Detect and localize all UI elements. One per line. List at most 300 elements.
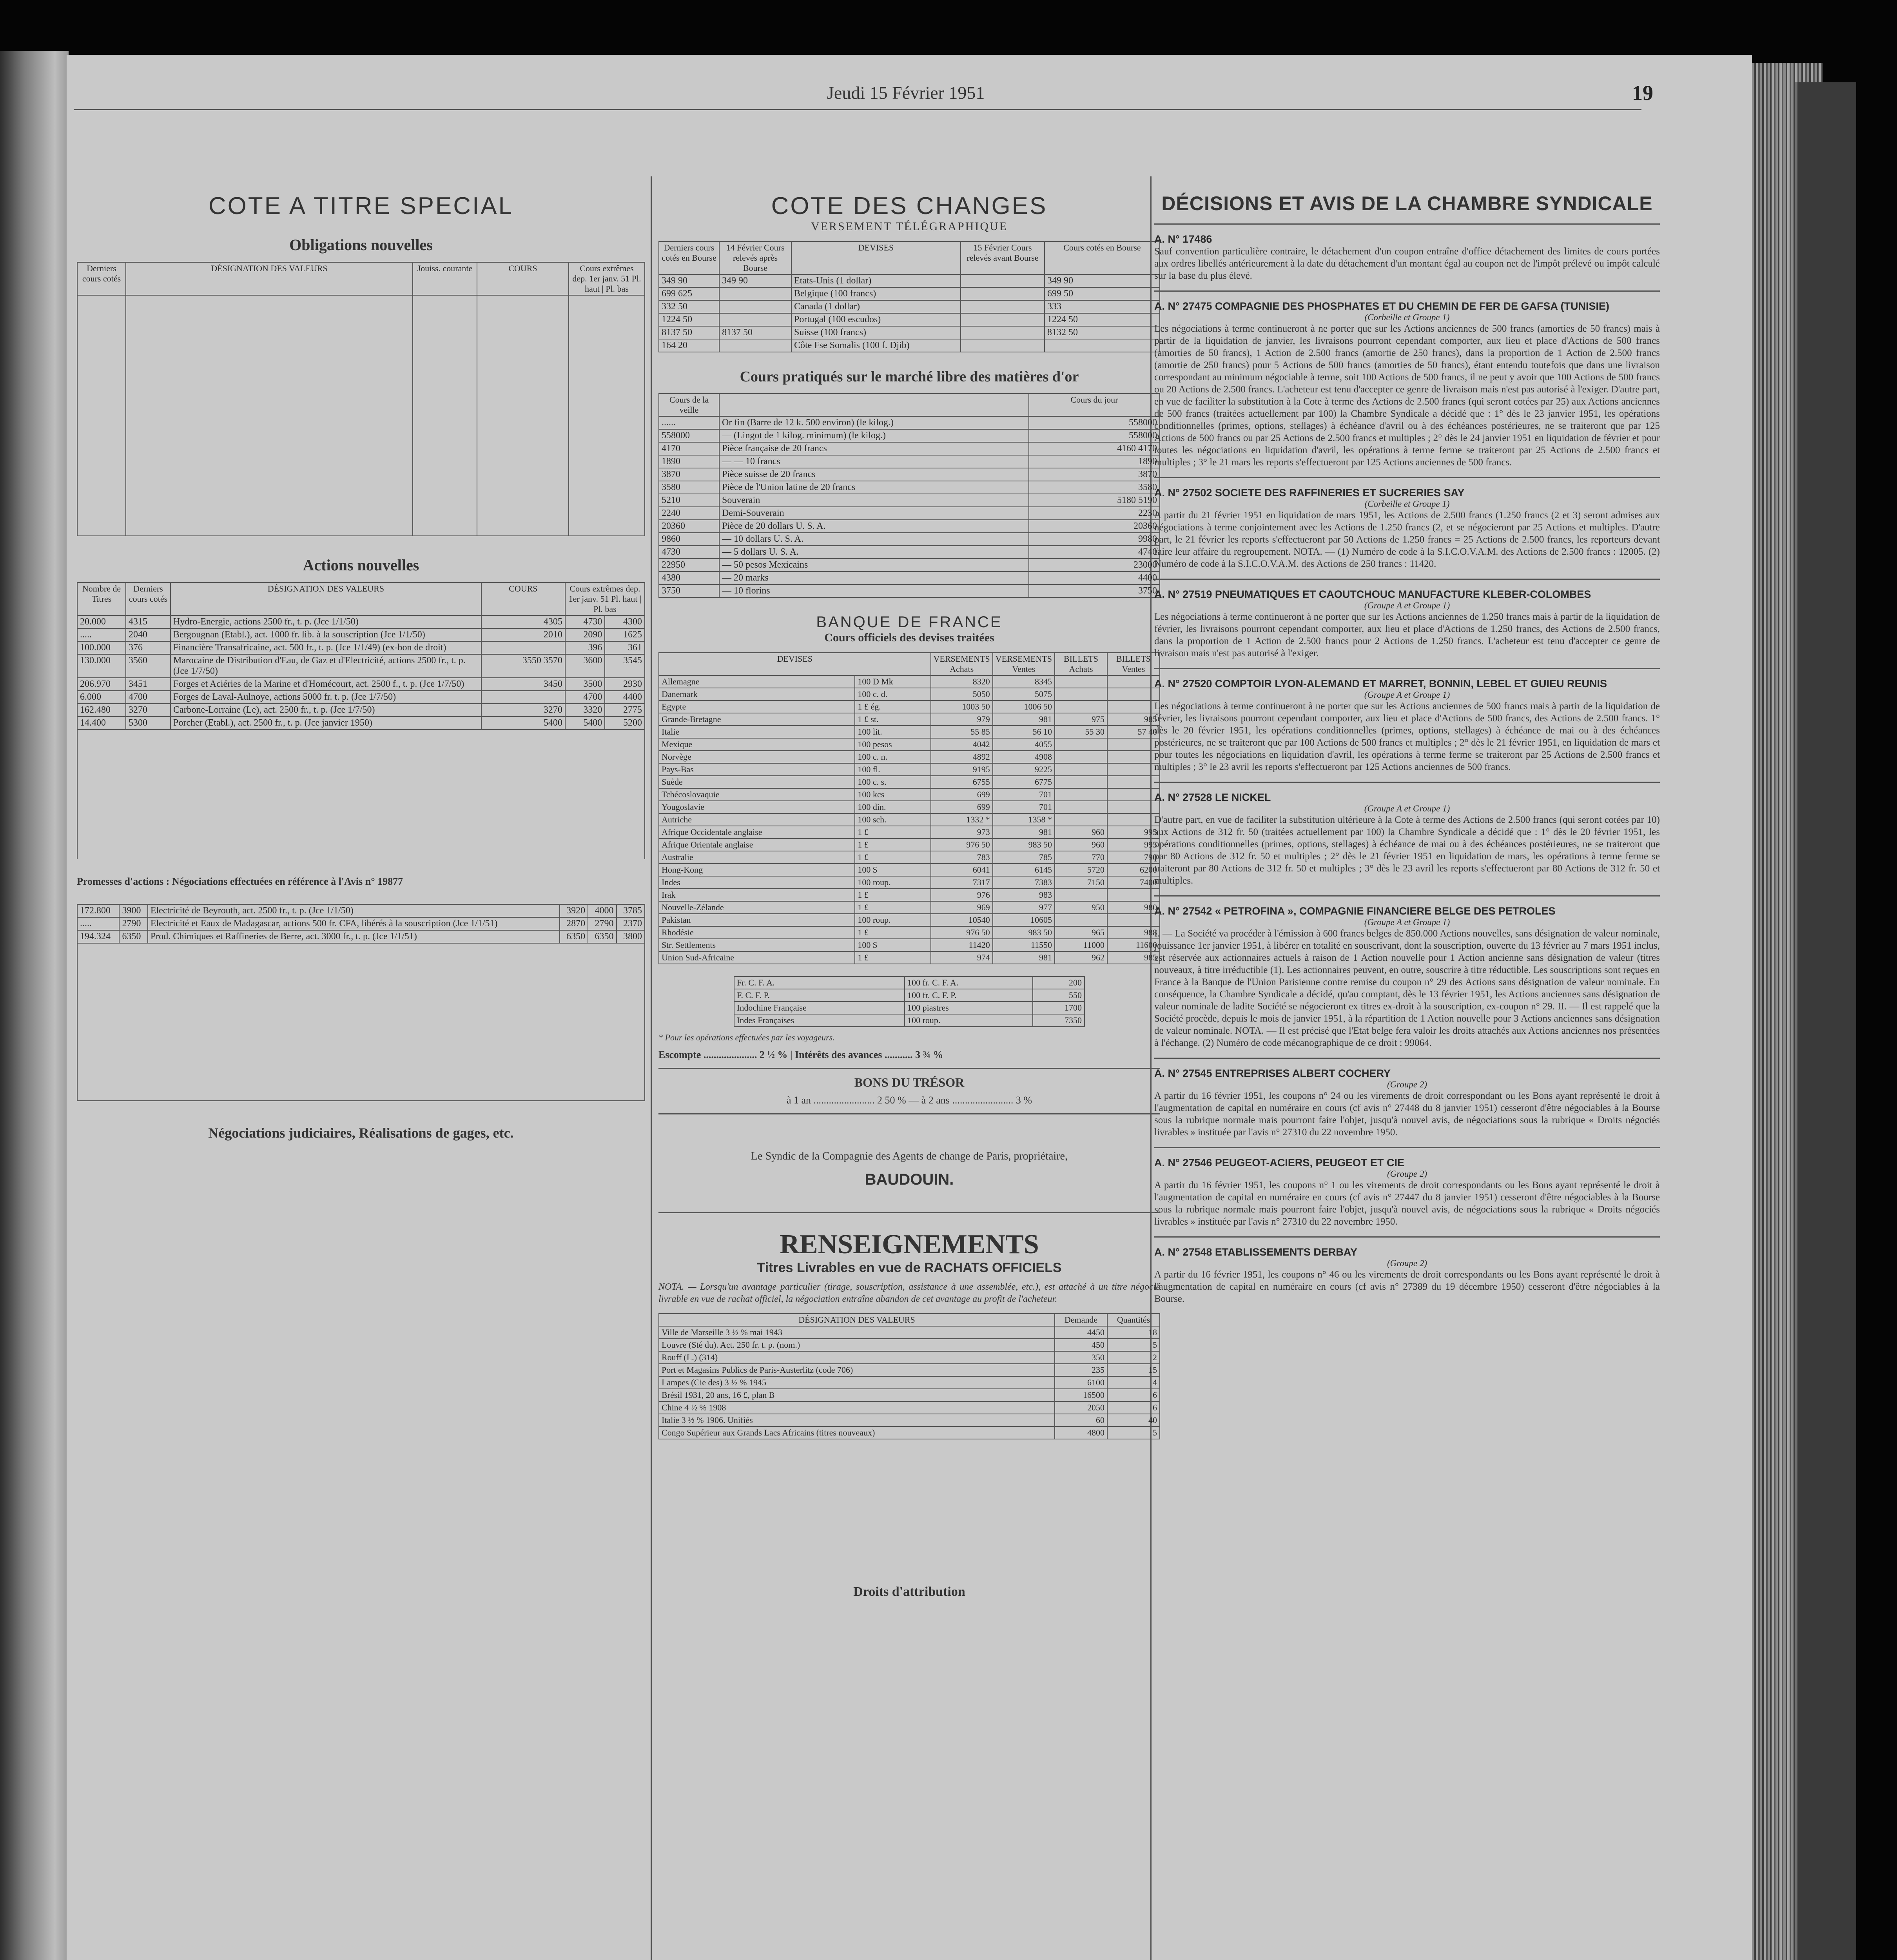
- table-cell: 983: [993, 889, 1055, 901]
- table-cell: 3920: [560, 904, 588, 917]
- actions-row: [77, 704, 645, 717]
- promesses-table-blank: [77, 944, 645, 1101]
- table-cell: 350: [1055, 1351, 1107, 1364]
- bdf-row: [659, 688, 1160, 701]
- table-cell: 164 20: [659, 339, 719, 352]
- table-cell: 558000: [1029, 416, 1160, 429]
- bdf-row: [659, 776, 1160, 788]
- table-cell: 18: [1107, 1326, 1160, 1339]
- table-cell: [961, 326, 1045, 339]
- table-cell: 1358 *: [993, 813, 1055, 826]
- or-title: Cours pratiqués sur le marché libre des matières d'or: [740, 368, 1079, 385]
- table-cell: 960: [1055, 838, 1107, 851]
- actions-row: [77, 615, 645, 628]
- table-cell: 3550 3570: [481, 654, 565, 678]
- table-cell: 4800: [1055, 1426, 1107, 1439]
- table-cell: 2040: [126, 628, 170, 641]
- table-cell: Brésil 1931, 20 ans, 16 £, plan B: [659, 1389, 1055, 1401]
- table-cell: .....: [77, 917, 119, 930]
- bdf-row: [659, 751, 1160, 763]
- avis-number: A. N° 27520: [1154, 678, 1212, 690]
- actions-table-blank: [77, 730, 645, 859]
- table-cell: 1 £: [855, 826, 930, 838]
- avis-text: Les négociations à terme continueront à ne porter que sur les Actions anciennes de 500 francs mais à partir de la liquidation de février, les livraisons pourront cependant comporter, aux lieu et place d'Actions de 500 francs, des Actions de 2.500 francs. 1° dès le 20 février 1951, les opérations conditionnelles (primes, options, stellages) à échéance de mai ou à des échéances postérieures, ne se traiteront que par 100 Actions de 500 francs et multiples ; 2° dès le 21 février 1951, en liquidation de mars et pour toutes les négociations en liquidation d'avril, les opérations à terme ferme se traiteront par 25 Actions de 2.500 francs et multiples ; 3° le 23 avril les reports s'effectueront par 125 Actions anciennes de 500 francs.: [1154, 701, 1660, 772]
- table-cell: 1 £: [855, 901, 930, 914]
- table-cell: 981: [993, 713, 1055, 726]
- table-cell: 20360: [659, 520, 719, 533]
- table-cell: 2090: [565, 628, 605, 641]
- promesses-title: Promesses d'actions : Négociations effectuées en référence à l'Avis n° 19877: [77, 876, 403, 887]
- obligations-table: [77, 262, 645, 536]
- bons-title: BONS DU TRÉSOR: [854, 1075, 965, 1089]
- renseignements-row: [659, 1326, 1160, 1339]
- renseignements-row: [659, 1426, 1160, 1439]
- avis-group: (Groupe A et Groupe 1): [1364, 601, 1450, 610]
- table-cell: 1890: [1029, 455, 1160, 468]
- table-cell: [481, 641, 565, 654]
- table-cell: 3600: [565, 654, 605, 678]
- table-cell: Canada (1 dollar): [791, 300, 961, 313]
- avis-header: [1154, 487, 1660, 499]
- table-cell: 5720: [1055, 864, 1107, 876]
- cfa-row: [734, 989, 1085, 1002]
- running-header-date: Jeudi 15 Février 1951: [827, 83, 985, 103]
- bdf-table: [658, 652, 1160, 964]
- actions-row: [77, 628, 645, 641]
- table-cell: — (Lingot de 1 kilog. minimum) (le kilog.): [719, 429, 1029, 442]
- or-row: [659, 584, 1160, 597]
- table-cell: 4700: [565, 691, 605, 704]
- table-cell: 100 kcs: [855, 788, 930, 801]
- bdf-row: [659, 939, 1160, 951]
- table-cell: 40: [1107, 1414, 1160, 1426]
- actions-row: [77, 641, 645, 654]
- table-cell: 4730: [565, 615, 605, 628]
- table-cell: Pièce suisse de 20 francs: [719, 468, 1029, 481]
- table-cell: [1055, 751, 1107, 763]
- table-cell: 100 pesos: [855, 738, 930, 751]
- table-cell: 4892: [931, 751, 993, 763]
- table-cell: 1 £: [855, 889, 930, 901]
- table-cell: 701: [993, 788, 1055, 801]
- avis-header: [1154, 1157, 1660, 1169]
- table-cell: 5180 5190: [1029, 494, 1160, 507]
- avis-company: COMPTOIR LYON-ALEMAND ET MARRET, BONNIN, LEBEL ET GUIEU REUNIS: [1215, 678, 1607, 690]
- table-cell: Suède: [659, 776, 855, 788]
- table-cell: 962: [1055, 951, 1107, 964]
- table-cell: 206.970: [77, 678, 126, 691]
- table-cell: 4908: [993, 751, 1055, 763]
- col-header: Cours extrêmes dep. 1er janv. 51 Pl. haut | Pl. bas: [565, 583, 645, 615]
- table-cell: — 10 florins: [719, 584, 1029, 597]
- table-cell: 981: [993, 826, 1055, 838]
- book-left-page-edge: [0, 51, 69, 1960]
- table-cell: Danemark: [659, 688, 855, 701]
- table-cell: Mexique: [659, 738, 855, 751]
- table-cell: 983 50: [993, 838, 1055, 851]
- table-cell: Hydro-Energie, actions 2500 fr., t. p. (Jce 1/1/50): [170, 615, 481, 628]
- table-cell: 8132 50: [1045, 326, 1160, 339]
- col-header: 14 Février Cours relevés après Bourse: [719, 241, 791, 274]
- table-cell: 3560: [126, 654, 170, 678]
- table-cell: 4380: [659, 572, 719, 584]
- table-cell: Côte Fse Somalis (100 f. Djib): [791, 339, 961, 352]
- renseignements-note: NOTA. — Lorsqu'un avantage particulier (tirage, souscription, assistance à une assemblée, etc.), est attaché à un titre négocié livrable en vue de rachat officiel, la négociation entraîne abandon de cet avantage au profit de l'acheteur.: [658, 1282, 1160, 1304]
- renseignements-row: [659, 1364, 1160, 1376]
- table-cell: 7350: [1033, 1014, 1085, 1027]
- table-cell: Lampes (Cie des) 3 ½ % 1945: [659, 1376, 1055, 1389]
- avis-group: (Groupe 2): [1387, 1258, 1427, 1268]
- changes-row: [659, 300, 1160, 313]
- table-cell: 5075: [993, 688, 1055, 701]
- table-cell: 100 c. d.: [855, 688, 930, 701]
- bdf-row: [659, 713, 1160, 726]
- table-cell: 6775: [993, 776, 1055, 788]
- table-cell: 6100: [1055, 1376, 1107, 1389]
- promesses-row: [77, 904, 645, 917]
- avis-list: [1154, 223, 1660, 1305]
- col-header: DÉSIGNATION DES VALEURS: [170, 583, 481, 615]
- avis-company: PEUGEOT-ACIERS, PEUGEOT ET CIE: [1215, 1157, 1404, 1169]
- table-cell: [961, 274, 1045, 287]
- or-row: [659, 455, 1160, 468]
- table-cell: [481, 691, 565, 704]
- table-cell: 349 90: [659, 274, 719, 287]
- bdf-subtitle: Cours officiels des devises traitées: [824, 631, 994, 644]
- table-cell: 100 roup.: [855, 876, 930, 889]
- table-cell: 3320: [565, 704, 605, 717]
- table-cell: 4160 4170: [1029, 442, 1160, 455]
- table-cell: [1055, 801, 1107, 813]
- table-cell: 2370: [617, 917, 645, 930]
- table-cell: 4400: [1029, 572, 1160, 584]
- changes-row: [659, 326, 1160, 339]
- table-cell: [1107, 776, 1160, 788]
- table-cell: 969: [931, 901, 993, 914]
- table-cell: [1107, 889, 1160, 901]
- promesses-table: [77, 904, 645, 944]
- table-cell: Pièce française de 20 francs: [719, 442, 1029, 455]
- avis-item: [1154, 668, 1660, 773]
- actions-row: [77, 678, 645, 691]
- table-cell: .....: [77, 628, 126, 641]
- avis-item: [1154, 290, 1660, 468]
- escompte-line: Escompte ..................... 2 ½ % | Intérêts des avances ........... 3 ¾ %: [658, 1049, 943, 1060]
- table-cell: 9980: [1029, 533, 1160, 546]
- avis-item: [1154, 223, 1660, 282]
- table-cell: 1 £ st.: [855, 713, 930, 726]
- table-cell: Str. Settlements: [659, 939, 855, 951]
- renseignements-row: [659, 1376, 1160, 1389]
- table-cell: Indes Françaises: [734, 1014, 905, 1027]
- table-cell: 2775: [605, 704, 645, 717]
- table-cell: 5300: [126, 717, 170, 730]
- table-cell: 6145: [993, 864, 1055, 876]
- renseignements-row: [659, 1401, 1160, 1414]
- table-cell: 1006 50: [993, 701, 1055, 713]
- table-cell: [1055, 701, 1107, 713]
- table-cell: 977: [993, 901, 1055, 914]
- table-cell: 995: [1107, 826, 1160, 838]
- changes-table: [658, 241, 1160, 352]
- table-cell: [1107, 801, 1160, 813]
- or-table: [658, 393, 1160, 598]
- table-cell: 376: [126, 641, 170, 654]
- table-cell: 11000: [1055, 939, 1107, 951]
- table-cell: Etats-Unis (1 dollar): [791, 274, 961, 287]
- avis-item: [1154, 579, 1660, 659]
- table-cell: 7383: [993, 876, 1055, 889]
- table-cell: Grande-Bretagne: [659, 713, 855, 726]
- table-cell: 4730: [659, 546, 719, 559]
- avis-company: SOCIETE DES RAFFINERIES ET SUCRERIES SAY: [1215, 487, 1465, 499]
- col-header: 15 Février Cours relevés avant Bourse: [961, 241, 1045, 274]
- table-cell: 100 din.: [855, 801, 930, 813]
- table-cell: 450: [1055, 1339, 1107, 1351]
- table-cell: 980: [1107, 901, 1160, 914]
- col-header: Cours du jour: [1029, 394, 1160, 416]
- table-cell: Australie: [659, 851, 855, 864]
- table-cell: [1055, 688, 1107, 701]
- or-row: [659, 494, 1160, 507]
- table-cell: Pièce de 20 dollars U. S. A.: [719, 520, 1029, 533]
- table-cell: Congo Supérieur aux Grands Lacs Africains (titres nouveaux): [659, 1426, 1055, 1439]
- table-cell: 976: [931, 889, 993, 901]
- table-cell: 983 50: [993, 926, 1055, 939]
- avis-item: [1154, 477, 1660, 570]
- table-cell: 965: [1055, 926, 1107, 939]
- avis-company: « PETROFINA », COMPAGNIE FINANCIERE BELGE DES PETROLES: [1215, 905, 1556, 917]
- or-row: [659, 507, 1160, 520]
- table-cell: 4700: [126, 691, 170, 704]
- syndic-line: Le Syndic de la Compagnie des Agents de change de Paris, propriétaire,: [751, 1150, 1068, 1162]
- syndic-name: BAUDOUIN.: [865, 1171, 954, 1188]
- table-cell: 235: [1055, 1364, 1107, 1376]
- table-cell: 1 £: [855, 951, 930, 964]
- bdf-row: [659, 951, 1160, 964]
- table-cell: 3545: [605, 654, 645, 678]
- table-cell: [1107, 675, 1160, 688]
- table-cell: 8137 50: [719, 326, 791, 339]
- table-cell: 3451: [126, 678, 170, 691]
- avis-group: (Groupe A et Groupe 1): [1364, 690, 1450, 700]
- avis-text: Les négociations à terme continueront à ne porter que sur les Actions anciennes de 1.250 francs mais à partir de la liquidation de février, les livraisons pourront cependant comporter, aux lieu et place d'Actions de 1.250 francs, des Actions de 2.500 francs, dans la proportion de 1 Action de 2.500 francs pour 2 Actions de 1.250 francs. L'acheteur est tenu d'accepter ce genre de livraison mais n'est pas autorisé à l'exiger.: [1154, 612, 1660, 659]
- col-header: Cours cotés en Bourse: [1045, 241, 1160, 274]
- voyageurs-note: * Pour les opérations effectuées par les voyageurs.: [658, 1033, 835, 1042]
- avis-number: A. N° 27519: [1154, 588, 1212, 600]
- table-cell: 699: [931, 788, 993, 801]
- avis-item: [1154, 1058, 1660, 1138]
- table-cell: Rhodésie: [659, 926, 855, 939]
- col-header: DÉSIGNATION DES VALEURS: [659, 1314, 1055, 1326]
- avis-text: I. — La Société va procéder à l'émission à 600 francs belges de 850.000 Actions nouvelles, sans désignation de valeur nominale, jouissance 1er janvier 1951, à libérer en totalité en souscrivant, dont la souscription, ouverte du 13 février au 7 mars 1951 inclus, est réservée aux actionnaires actuels à raison de 1 Action nouvelle pour 1 Action ancienne sans désignation de valeur (titres nouveaux, à titre irréductible (1). Les actionnaires peuvent, en outre, souscrire à titre réductible. Les souscriptions sont reçues en France à la Banque de l'Union Parisienne contre remise du coupon n° 29 des Actions sans désignation de valeur nominale. En conséquence, la Chambre Syndicale a décidé, qu'au comptant, dès le 13 février 1951, les Actions anciennes sans désignation de valeur nominale de ladite Société se négocieront ex titres ex-droit à la souscription, ex-coupon n° 29. II. — Il est rappelé que la Société procède, depuis le mois de janvier 1951, à la répartition de 1 Action nouvelle pour 3 Actions anciennes sans désignation de valeur nominale. NOTA. — Il est précisé que l'Etat belge fera valoir les droits attachés aux Actions anciennes nos présentées à l'échange. (2) Numéro de code mécanographique de ce droit : 99064.: [1154, 928, 1660, 1048]
- cfa-row: [734, 1014, 1085, 1027]
- table-cell: 9225: [993, 763, 1055, 776]
- avis-company: ETABLISSEMENTS DERBAY: [1215, 1246, 1357, 1258]
- column-divider-1: [651, 176, 652, 1960]
- cote-changes-subtitle: VERSEMENT TÉLÉGRAPHIQUE: [811, 220, 1008, 233]
- avis-text: A partir du 16 février 1951, les coupons n° 24 ou les virements de droit correspondant ou les Bons ayant représenté le droit à l'augmentation de capital en numéraire en cours (cf avis n° 27448 du 8 janvier 1951) cesseront d'être négociables à la Bourse sous la rubrique normale mais pourront faire l'objet, jusqu'à nouvel avis, de négociations sous la rubrique « Droits négociés livrables » instituée par l'avis n° 27310 du 22 novembre 1950.: [1154, 1091, 1660, 1138]
- table-cell: Bergougnan (Etabl.), act. 1000 fr. lib. à la souscription (Jce 1/1/50): [170, 628, 481, 641]
- cfa-row: [734, 976, 1085, 989]
- table-cell: Indes: [659, 876, 855, 889]
- col-header: DÉSIGNATION DES VALEURS: [126, 262, 413, 295]
- or-row: [659, 468, 1160, 481]
- col-header: BILLETS Ventes: [1107, 653, 1160, 675]
- col-header: Derniers cours cotés: [77, 262, 126, 295]
- avis-group: (Groupe 2): [1387, 1080, 1427, 1089]
- table-cell: 396: [565, 641, 605, 654]
- table-cell: 4315: [126, 615, 170, 628]
- avis-company: COMPAGNIE DES PHOSPHATES ET DU CHEMIN DE FER DE GAFSA (TUNISIE): [1215, 300, 1609, 312]
- table-cell: 3450: [481, 678, 565, 691]
- avis-text: D'autre part, en vue de faciliter la substitution ultérieure à la Cote à terme des Actions de 2.500 francs (qui seront cotées par 10) aux Actions de 312 fr. 50 (traitées actuellement par 100) la Chambre Syndicale a décidé que : 1° dès le 20 février 1951, les opérations conditionnelles (primes, options, stellages) à échéance de mai ou à des échéances postérieures, ne se traiteront que par 80 Actions de 312 fr. 50 et multiples ; 2° dès le 21 février 1951 en liquidation de mars, les opérations à terme ferme se traiteront par 80 Actions de 312 fr. 50 et multiples ; 3° dès le 23 avril les reports s'effectueront par 80 Actions de 312 fr. 50 et multiples.: [1154, 815, 1660, 886]
- col-header: Cours extrêmes dep. 1er janv. 51 Pl. haut | Pl. bas: [569, 262, 645, 295]
- table-cell: 60: [1055, 1414, 1107, 1426]
- table-cell: 3580: [659, 481, 719, 494]
- bdf-title: BANQUE DE FRANCE: [816, 613, 1003, 631]
- table-cell: 23000: [1029, 559, 1160, 572]
- table-cell: — 20 marks: [719, 572, 1029, 584]
- table-cell: Union Sud-Africaine: [659, 951, 855, 964]
- table-cell: 2050: [1055, 1401, 1107, 1414]
- bdf-row: [659, 826, 1160, 838]
- table-cell: 5: [1107, 1426, 1160, 1439]
- table-cell: 6350: [119, 930, 147, 943]
- table-cell: Allemagne: [659, 675, 855, 688]
- avis-header: [1154, 678, 1660, 690]
- table-cell: 988: [1107, 926, 1160, 939]
- table-cell: 6: [1107, 1389, 1160, 1401]
- or-row: [659, 520, 1160, 533]
- table-cell: 349 90: [719, 274, 791, 287]
- table-cell: 333: [1045, 300, 1160, 313]
- table-cell: 361: [605, 641, 645, 654]
- table-cell: 349 90: [1045, 274, 1160, 287]
- avis-text: Sauf convention particulière contraire, le détachement d'un coupon entraîne d'office détachement des limites de cours portées aux ordres libellés antérieurement à la date du détachement d'un montant égal au coupon net de l'impôt prélevé ou impôt calculé sur la base du plus élevé.: [1154, 246, 1660, 281]
- table-cell: 3785: [617, 904, 645, 917]
- table-cell: [1107, 751, 1160, 763]
- table-cell: 2790: [588, 917, 616, 930]
- table-cell: 56 10: [993, 726, 1055, 738]
- table-cell: 200: [1033, 976, 1085, 989]
- or-row: [659, 533, 1160, 546]
- avis-text: A partir du 16 février 1951, les coupons n° 46 ou les virements de droit correspondants ou les Bons ayant représenté le droit à l'augmentation de capital en numéraire en cours (cf avis n° 27389 du 19 décembre 1950) cesseront d'être négociables à la Bourse.: [1154, 1269, 1660, 1304]
- rule: [658, 1113, 1160, 1114]
- avis-company: PNEUMATIQUES ET CAOUTCHOUC MANUFACTURE KLEBER-COLOMBES: [1215, 588, 1591, 600]
- table-cell: Demi-Souverain: [719, 507, 1029, 520]
- table-cell: 7317: [931, 876, 993, 889]
- table-cell: Egypte: [659, 701, 855, 713]
- table-cell: 14.400: [77, 717, 126, 730]
- avis-group: (Groupe A et Groupe 1): [1364, 917, 1450, 927]
- rule: [658, 1068, 1160, 1069]
- or-row: [659, 546, 1160, 559]
- renseignements-row: [659, 1389, 1160, 1401]
- table-cell: 1 £ ég.: [855, 701, 930, 713]
- table-cell: 1 £: [855, 838, 930, 851]
- table-cell: 699 50: [1045, 287, 1160, 300]
- table-cell: 100 roup.: [855, 914, 930, 926]
- table-cell: 5210: [659, 494, 719, 507]
- avis-number: A. N° 27546: [1154, 1157, 1212, 1169]
- table-cell: Prod. Chimiques et Raffineries de Berre, act. 3000 fr., t. p. (Jce 1/1/51): [148, 930, 560, 943]
- table-cell: 1625: [605, 628, 645, 641]
- col-header: Derniers cours cotés: [126, 583, 170, 615]
- table-cell: [961, 313, 1045, 326]
- bdf-row: [659, 864, 1160, 876]
- table-cell: [1055, 788, 1107, 801]
- table-cell: 100.000: [77, 641, 126, 654]
- table-cell: Irak: [659, 889, 855, 901]
- table-cell: 1224 50: [1045, 313, 1160, 326]
- table-cell: Italie 3 ½ % 1906. Unifiés: [659, 1414, 1055, 1426]
- table-cell: 194.324: [77, 930, 119, 943]
- table-cell: 1 £: [855, 926, 930, 939]
- bdf-row: [659, 701, 1160, 713]
- obligations-title: Obligations nouvelles: [289, 236, 433, 254]
- table-cell: Ville de Marseille 3 ½ % mai 1943: [659, 1326, 1055, 1339]
- col-header: VERSEMENTS Achats: [931, 653, 993, 675]
- or-row: [659, 559, 1160, 572]
- table-cell: Electricité de Beyrouth, act. 2500 fr., t. p. (Jce 1/1/50): [148, 904, 560, 917]
- actions-nouvelles-table: [77, 582, 645, 730]
- renseignements-table: [658, 1313, 1160, 1439]
- actions-row: [77, 654, 645, 678]
- avis-number: A. N° 17486: [1154, 233, 1212, 245]
- table-cell: [1045, 339, 1160, 352]
- bdf-row: [659, 889, 1160, 901]
- table-cell: 100 roup.: [905, 1014, 1033, 1027]
- table-cell: Tchécoslovaquie: [659, 788, 855, 801]
- table-cell: 5400: [565, 717, 605, 730]
- table-cell: 973: [931, 826, 993, 838]
- table-cell: 6: [1107, 1401, 1160, 1414]
- table-cell: [961, 339, 1045, 352]
- column-cote-changes: [658, 114, 1160, 1599]
- table-cell: 11420: [931, 939, 993, 951]
- table-cell: 985: [1107, 713, 1160, 726]
- table-cell: [1055, 763, 1107, 776]
- table-cell: 332 50: [659, 300, 719, 313]
- table-cell: 100 $: [855, 939, 930, 951]
- table-cell: 10605: [993, 914, 1055, 926]
- table-cell: 558000: [1029, 429, 1160, 442]
- table-cell: Suisse (100 francs): [791, 326, 961, 339]
- table-cell: 4450: [1055, 1326, 1107, 1339]
- table-cell: — 50 pesos Mexicains: [719, 559, 1029, 572]
- actions-row: [77, 717, 645, 730]
- table-cell: 8345: [993, 675, 1055, 688]
- table-cell: 100 c. s.: [855, 776, 930, 788]
- table-cell: 1700: [1033, 1002, 1085, 1014]
- table-cell: 770: [1055, 851, 1107, 864]
- table-cell: 974: [931, 951, 993, 964]
- avis-text: A partir du 16 février 1951, les coupons n° 1 ou les virements de droit correspondants ou les Bons ayant représenté le droit à l'augmentation de capital en numéraire en cours (cf avis n° 27447 du 8 janvier 1951) cesseront d'être négociables à la Bourse sous la rubrique normale mais pourront faire l'objet, jusqu'à nouvel avis, de négociations sous la rubrique « Droits négociés livrables » instituée par l'avis n° 27310 du 22 novembre 1950.: [1154, 1180, 1660, 1227]
- page-number: 19: [1632, 81, 1653, 105]
- table-cell: Pièce de l'Union latine de 20 francs: [719, 481, 1029, 494]
- bdf-row: [659, 926, 1160, 939]
- table-cell: 6350: [588, 930, 616, 943]
- table-cell: 699 625: [659, 287, 719, 300]
- col-header: Quantités: [1107, 1314, 1160, 1326]
- table-cell: 100 lit.: [855, 726, 930, 738]
- table-cell: 6755: [931, 776, 993, 788]
- table-cell: 950: [1055, 901, 1107, 914]
- table-cell: 22950: [659, 559, 719, 572]
- table-cell: Marocaine de Distribution d'Eau, de Gaz et d'Electricité, actions 2500 fr., t. p. (Jce 1/7/50): [170, 654, 481, 678]
- table-cell: 985: [1107, 951, 1160, 964]
